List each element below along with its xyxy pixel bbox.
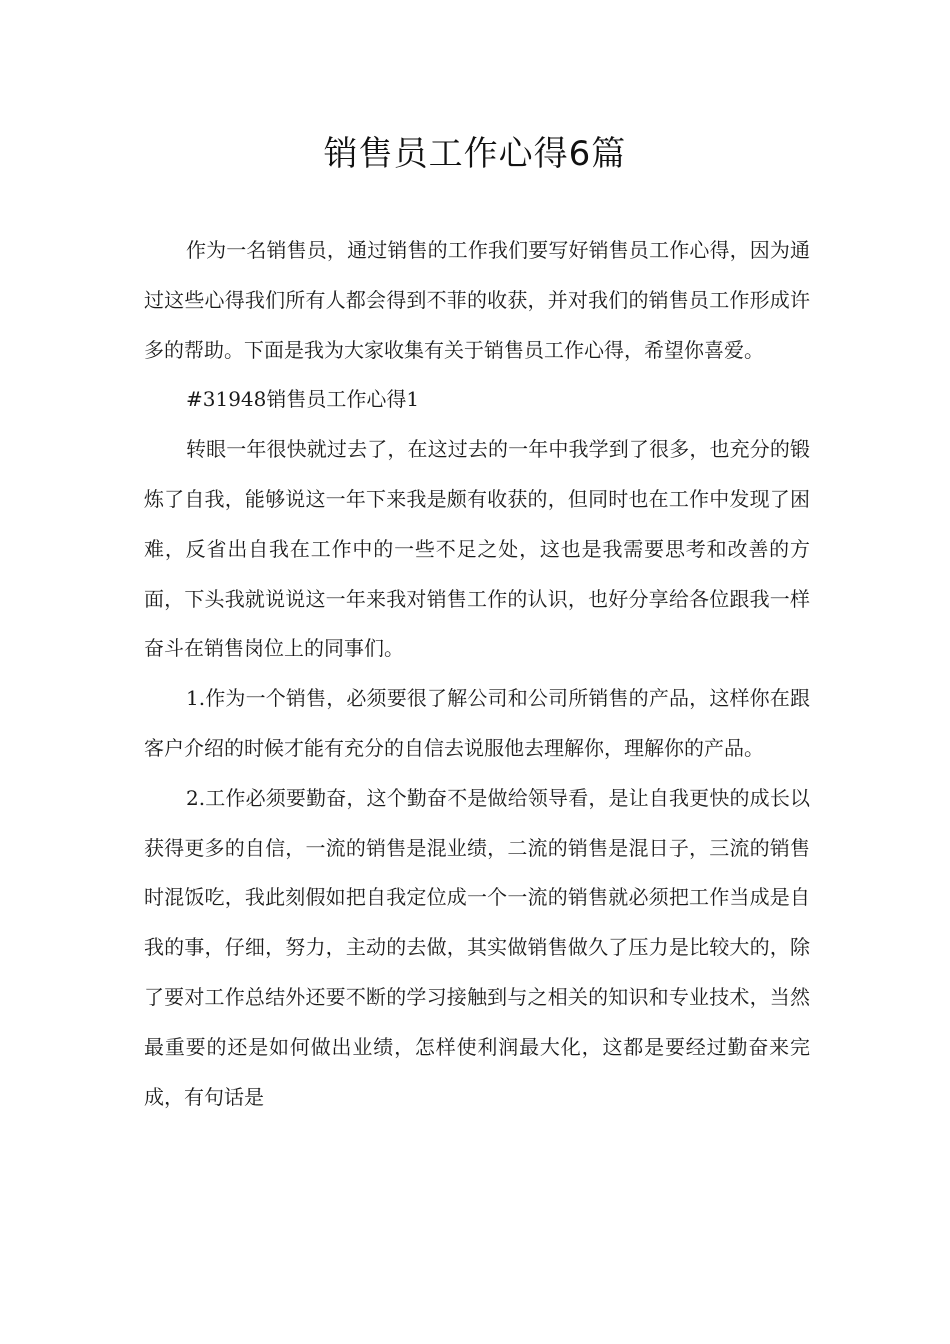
- list-item-1: 1.作为一个销售，必须要很了解公司和公司所销售的产品，这样你在跟客户介绍的时候才能有充分的自信去说服他去理解你，理解你的产品。: [144, 686, 810, 760]
- intro-paragraph: 作为一名销售员，通过销售的工作我们要写好销售员工作心得，因为通过这些心得我们所有人都会得到不菲的收获，并对我们的销售员工作形成许多的帮助。下面是我为大家收集有关于销售员工作心得，希望你喜爱。: [144, 238, 810, 362]
- document-body: [144, 226, 810, 1122]
- document-title: 销售员工作心得6篇: [323, 134, 627, 174]
- body-paragraph: 转眼一年很快就过去了，在这过去的一年中我学到了很多，也充分的锻炼了自我，能够说这一年下来我是颇有收获的，但同时也在工作中发现了困难，反省出自我在工作中的一些不足之处，这也是我需要思考和改善的方面，下头我就说说这一年来我对销售工作的认识，也好分享给各位跟我一样奋斗在销售岗位上的同事们。: [144, 437, 810, 661]
- list-item-2: 2.工作必须要勤奋，这个勤奋不是做给领导看，是让自我更快的成长以获得更多的自信，一流的销售是混业绩，二流的销售是混日子，三流的销售时混饭吃，我此刻假如把自我定位成一个一流的销售就必须把工作当成是自我的事，仔细，努力，主动的去做，其实做销售做久了压力是比较大的，除了要对工作总结外还要不断的学习接触到与之相关的知识和专业技术，当然最重要的还是如何做出业绩，怎样使利润最大化，这都是要经过勤奋来完成，有句话是: [144, 785, 810, 1109]
- section-heading: #31948销售员工作心得1: [186, 387, 420, 412]
